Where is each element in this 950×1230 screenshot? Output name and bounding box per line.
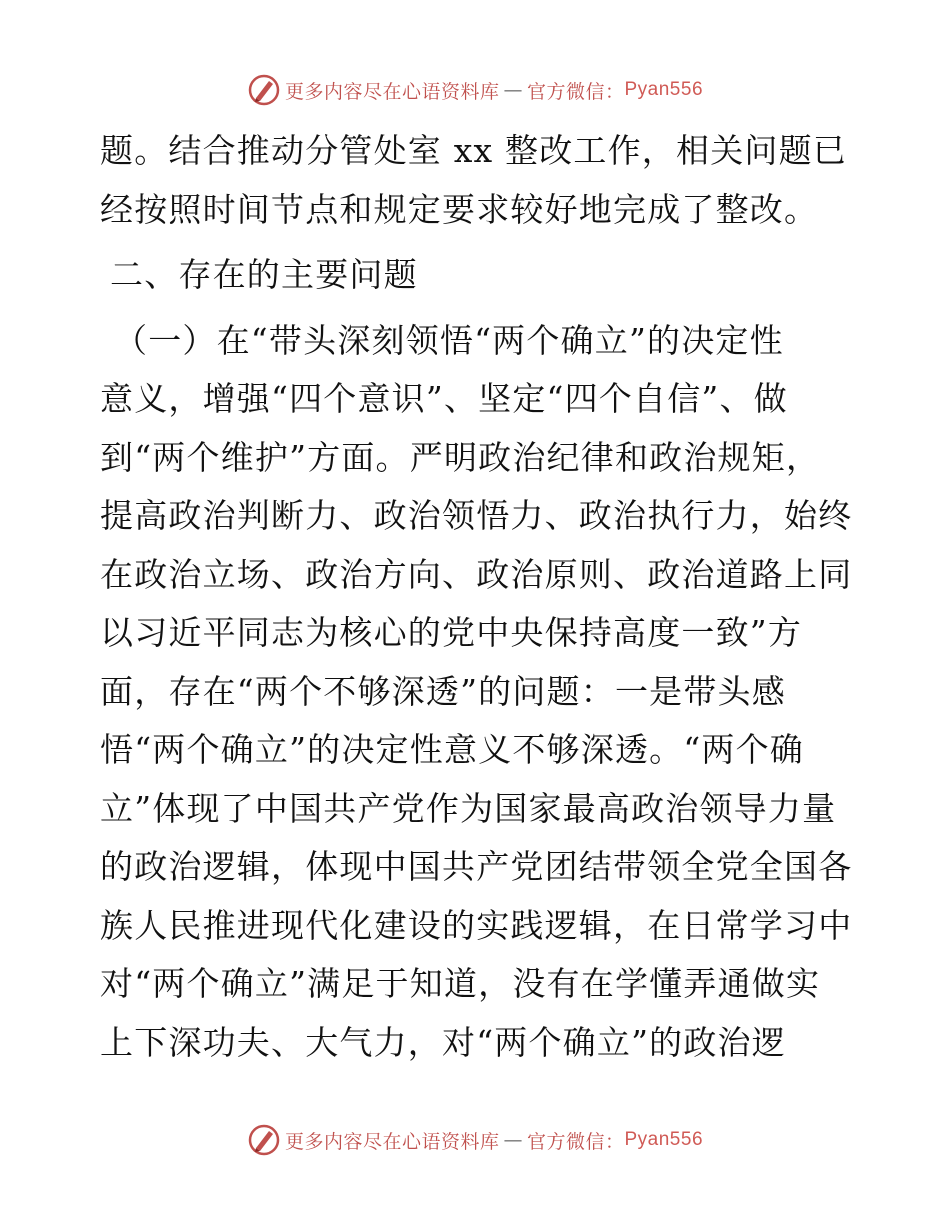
text-line: 悟“两个确立”的决定性意义不够深透。“两个确 [100, 730, 805, 769]
watermark-text: 更多内容尽在心语资料库 [284, 80, 500, 103]
header-watermark [0, 70, 950, 110]
text-line: 在政治立场、政治方向、政治原则、政治道路上同 [100, 554, 853, 594]
text-line: 的政治逻辑，体现中国共产党团结带领全党全国各 [100, 847, 853, 886]
text-line: 上下深功夫、大气力，对“两个确立”的政治逻 [100, 1022, 786, 1062]
watermark-label: 官方微信： [526, 80, 625, 103]
text-line: 族人民推进现代化建设的实践逻辑，在日常学习中 [100, 905, 853, 945]
section-heading: 二、存在的主要问题 [110, 255, 418, 294]
watermark-text: 更多内容尽在心语资料库 [284, 1130, 500, 1153]
text-line: 以习近平同志为核心的党中央保持高度一致”方 [100, 613, 803, 652]
text-line: 意义，增强“四个意识”、坚定“四个自信”、做 [100, 379, 788, 418]
text-line: 提高政治判断力、政治领悟力、政治执行力，始终 [100, 496, 853, 535]
text-line: 题。结合推动分管处室 xx 整改工作，相关问题已 [100, 131, 848, 170]
watermark-separator: — [503, 79, 523, 101]
document-body [100, 122, 860, 1072]
watermark-wechat-id: Pyan556 [624, 79, 704, 100]
watermark-separator: — [503, 1129, 523, 1151]
subsection-heading: （一）在“带头深刻领悟“两个确立”的决定性 [114, 320, 784, 360]
text-line: 到“两个维护”方面。严明政治纪律和政治规矩， [100, 437, 821, 477]
text-line: 立”体现了中国共产党作为国家最高政治领导力量 [100, 788, 837, 828]
text-line: 面，存在“两个不够深透”的问题：一是带头感 [100, 671, 786, 711]
footer-watermark [0, 1120, 950, 1160]
pen-logo-icon [247, 1123, 281, 1157]
watermark-label: 官方微信： [526, 1130, 625, 1153]
watermark-wechat-id: Pyan556 [624, 1129, 704, 1150]
text-line: 对“两个确立”满足于知道，没有在学懂弄通做实 [100, 964, 821, 1003]
text-line: 经按照时间节点和规定要求较好地完成了整改。 [100, 189, 819, 229]
pen-logo-icon [247, 73, 281, 107]
